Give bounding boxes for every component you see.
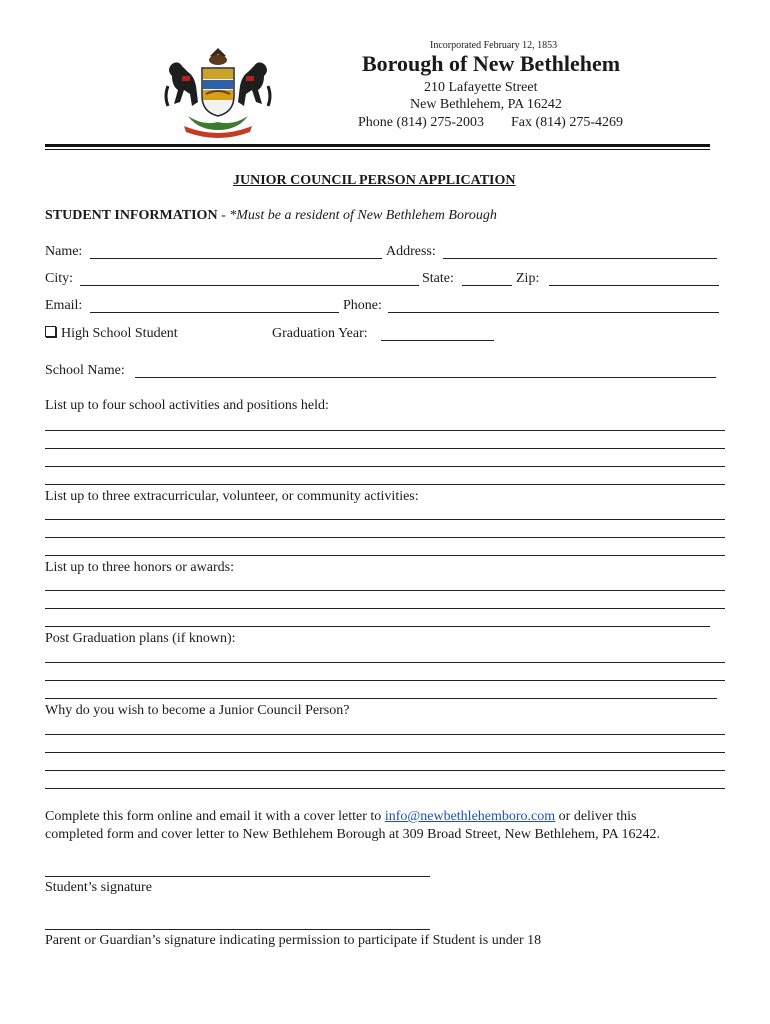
city-label: City: xyxy=(45,271,74,286)
why-line-4[interactable] xyxy=(45,788,725,789)
activities-line-1[interactable] xyxy=(45,430,725,431)
section-separator: - xyxy=(217,208,230,223)
address-label: Address: xyxy=(386,244,436,259)
email-label: Email: xyxy=(45,298,83,313)
email-input[interactable] xyxy=(90,312,339,313)
city-input[interactable] xyxy=(80,285,419,286)
section-heading-label: STUDENT INFORMATION xyxy=(45,208,218,223)
honors-line-3[interactable] xyxy=(45,626,710,627)
city-state-zip: New Bethlehem, PA 16242 xyxy=(410,97,562,112)
extracurricular-line-3[interactable] xyxy=(45,555,725,556)
street-address: 210 Lafayette Street xyxy=(424,80,538,95)
instructions-line-1 xyxy=(45,809,636,825)
name-input[interactable] xyxy=(90,258,382,259)
form-title: JUNIOR COUNCIL PERSON APPLICATION xyxy=(233,173,516,188)
extracurricular-line-1[interactable] xyxy=(45,519,725,520)
student-signature-label: Student’s signature xyxy=(45,880,152,895)
zip-label: Zip: xyxy=(516,271,540,286)
parent-signature-line[interactable] xyxy=(45,929,430,930)
zip-input[interactable] xyxy=(549,285,719,286)
post-graduation-line-2[interactable] xyxy=(45,680,725,681)
activities-line-4[interactable] xyxy=(45,484,725,485)
school-name-label: School Name: xyxy=(45,363,125,378)
instructions-text-1: Complete this form online and email it with a cover letter to xyxy=(45,809,385,824)
why-line-3[interactable] xyxy=(45,770,725,771)
residency-note: *Must be a resident of New Bethlehem Borough xyxy=(229,208,497,223)
activities-line-2[interactable] xyxy=(45,448,725,449)
email-link[interactable]: info@newbethlehemboro.com xyxy=(384,809,556,824)
header-divider-thin xyxy=(45,149,710,150)
phone-input[interactable] xyxy=(388,312,719,313)
why-line-2[interactable] xyxy=(45,752,725,753)
parent-signature-label: Parent or Guardian’s signature indicating permission to participate if Student is under 18 xyxy=(45,933,542,948)
activities-line-3[interactable] xyxy=(45,466,725,467)
phone-number: Phone (814) 275-2003 xyxy=(358,115,484,130)
extracurricular-line-2[interactable] xyxy=(45,537,725,538)
post-graduation-line-1[interactable] xyxy=(45,662,725,663)
graduation-year-input[interactable] xyxy=(381,340,494,341)
name-label: Name: xyxy=(45,244,83,259)
post-graduation-line-3[interactable] xyxy=(45,698,717,699)
high-school-checkbox[interactable] xyxy=(45,326,56,337)
school-name-input[interactable] xyxy=(135,377,716,378)
address-input[interactable] xyxy=(443,258,717,259)
pennsylvania-coat-of-arms-icon xyxy=(158,46,278,138)
why-question: Why do you wish to become a Junior Council Person? xyxy=(45,703,350,718)
high-school-checkbox-row[interactable] xyxy=(45,326,178,342)
fax-number: Fax (814) 275-4269 xyxy=(511,115,623,130)
honors-line-1[interactable] xyxy=(45,590,725,591)
student-signature-line[interactable] xyxy=(45,876,430,877)
honors-question: List up to three honors or awards: xyxy=(45,560,234,575)
header-divider xyxy=(45,144,710,147)
state-input[interactable] xyxy=(462,285,512,286)
instructions-text-2: or deliver this xyxy=(555,809,637,824)
borough-title: Borough of New Bethlehem xyxy=(362,51,621,76)
honors-line-2[interactable] xyxy=(45,608,725,609)
post-graduation-question: Post Graduation plans (if known): xyxy=(45,631,236,646)
graduation-year-label: Graduation Year: xyxy=(272,326,368,341)
instructions-line-2: completed form and cover letter to New Bethlehem Borough at 309 Broad Street, New Bethlehem, PA 16242. xyxy=(45,827,660,842)
high-school-label: High School Student xyxy=(61,326,178,341)
state-label: State: xyxy=(422,271,454,286)
section-heading xyxy=(45,208,497,224)
activities-question: List up to four school activities and positions held: xyxy=(45,398,329,413)
extracurricular-question: List up to three extracurricular, volunteer, or community activities: xyxy=(45,489,419,504)
why-line-1[interactable] xyxy=(45,734,725,735)
phone-label: Phone: xyxy=(343,298,382,313)
incorporated-date: Incorporated February 12, 1853 xyxy=(430,40,558,51)
